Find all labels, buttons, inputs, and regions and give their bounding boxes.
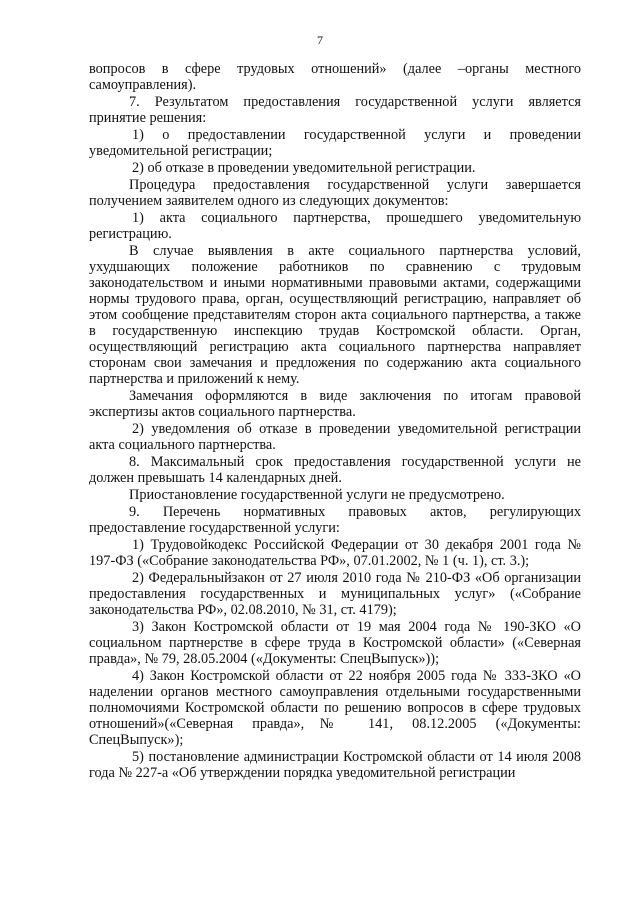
list-item: 1) акта социального партнерства, прошедшего уведомительную регистрацию. xyxy=(89,210,581,242)
list-item: 3) Закон Костромской области от 19 мая 2004 года № 190-ЗКО «О социальном партнерстве в сфере труда в Костромской области» («Северная правда», № 79, 28.05.2004 («Документы: СпецВыпуск»)); xyxy=(89,619,581,667)
paragraph: 8. Максимальный срок предоставления государственной услуги не должен превышать 14 календарных дней. xyxy=(89,454,581,486)
paragraph: Процедура предоставления государственной услуги завершается получением заявителем одного из следующих документов: xyxy=(89,177,581,209)
list-item: 1) Трудовойкодекс Российской Федерации от 30 декабря 2001 года № 197-ФЗ («Собрание законодательства РФ», 07.01.2002, № 1 (ч. 1), ст. 3.); xyxy=(89,537,581,569)
list-item: 1) о предоставлении государственной услуги и проведении уведомительной регистрации; xyxy=(89,127,581,159)
list-item: 2) уведомления об отказе в проведении уведомительной регистрации акта социального партнерства. xyxy=(89,421,581,453)
paragraph: Замечания оформляются в виде заключения по итогам правовой экспертизы актов социального партнерства. xyxy=(89,388,581,420)
list-item: 4) Закон Костромской области от 22 ноября 2005 года № 333-ЗКО «О наделении органов местного самоуправления отдельными государственными полномочиями Костромской области по решению вопросов в сфере трудовых отношений»(«Северная правда»,№ 141, 08.12.2005 («Документы: СпецВыпуск»); xyxy=(89,668,581,748)
paragraph: Приостановление государственной услуги не предусмотрено. xyxy=(129,487,505,503)
paragraph: В случае выявления в акте социального партнерства условий, ухудшающих положение работников по сравнению с трудовым законодательством и иными нормативными правовыми актами, содержащими нормы трудового права, орган, осуществляющий регистрацию, направляет об этом сообщение представителям сторон акта социального партнерства, а также в государственную инспекцию трудав Костромской области. Орган, осуществляющий регистрацию акта социального партнерства направляет сторонам свои замечания и предложения по содержанию акта социального партнерства и приложений к нему. xyxy=(89,243,581,387)
list-item: 5) постановление администрации Костромской области от 14 июля 2008 года № 227-а «Об утверждении порядка уведомительной регистрации xyxy=(89,749,581,781)
paragraph: вопросов в сфере трудовых отношений» (далее –органы местного самоуправления). xyxy=(89,61,581,93)
document-body xyxy=(89,61,581,782)
paragraph: 7. Результатом предоставления государственной услуги является принятие решения: xyxy=(89,94,581,126)
list-item: 2) об отказе в проведении уведомительной регистрации. xyxy=(132,160,476,176)
page-number: 7 xyxy=(317,33,323,47)
paragraph: 9. Перечень нормативных правовых актов, регулирующих предоставление государственной услуги: xyxy=(89,504,581,536)
list-item: 2) Федеральныйзакон от 27 июля 2010 года № 210-ФЗ «Об организации предоставления государственных и муниципальных услуг» («Собрание законодательства РФ», 02.08.2010, № 31, ст. 4179); xyxy=(89,570,581,618)
